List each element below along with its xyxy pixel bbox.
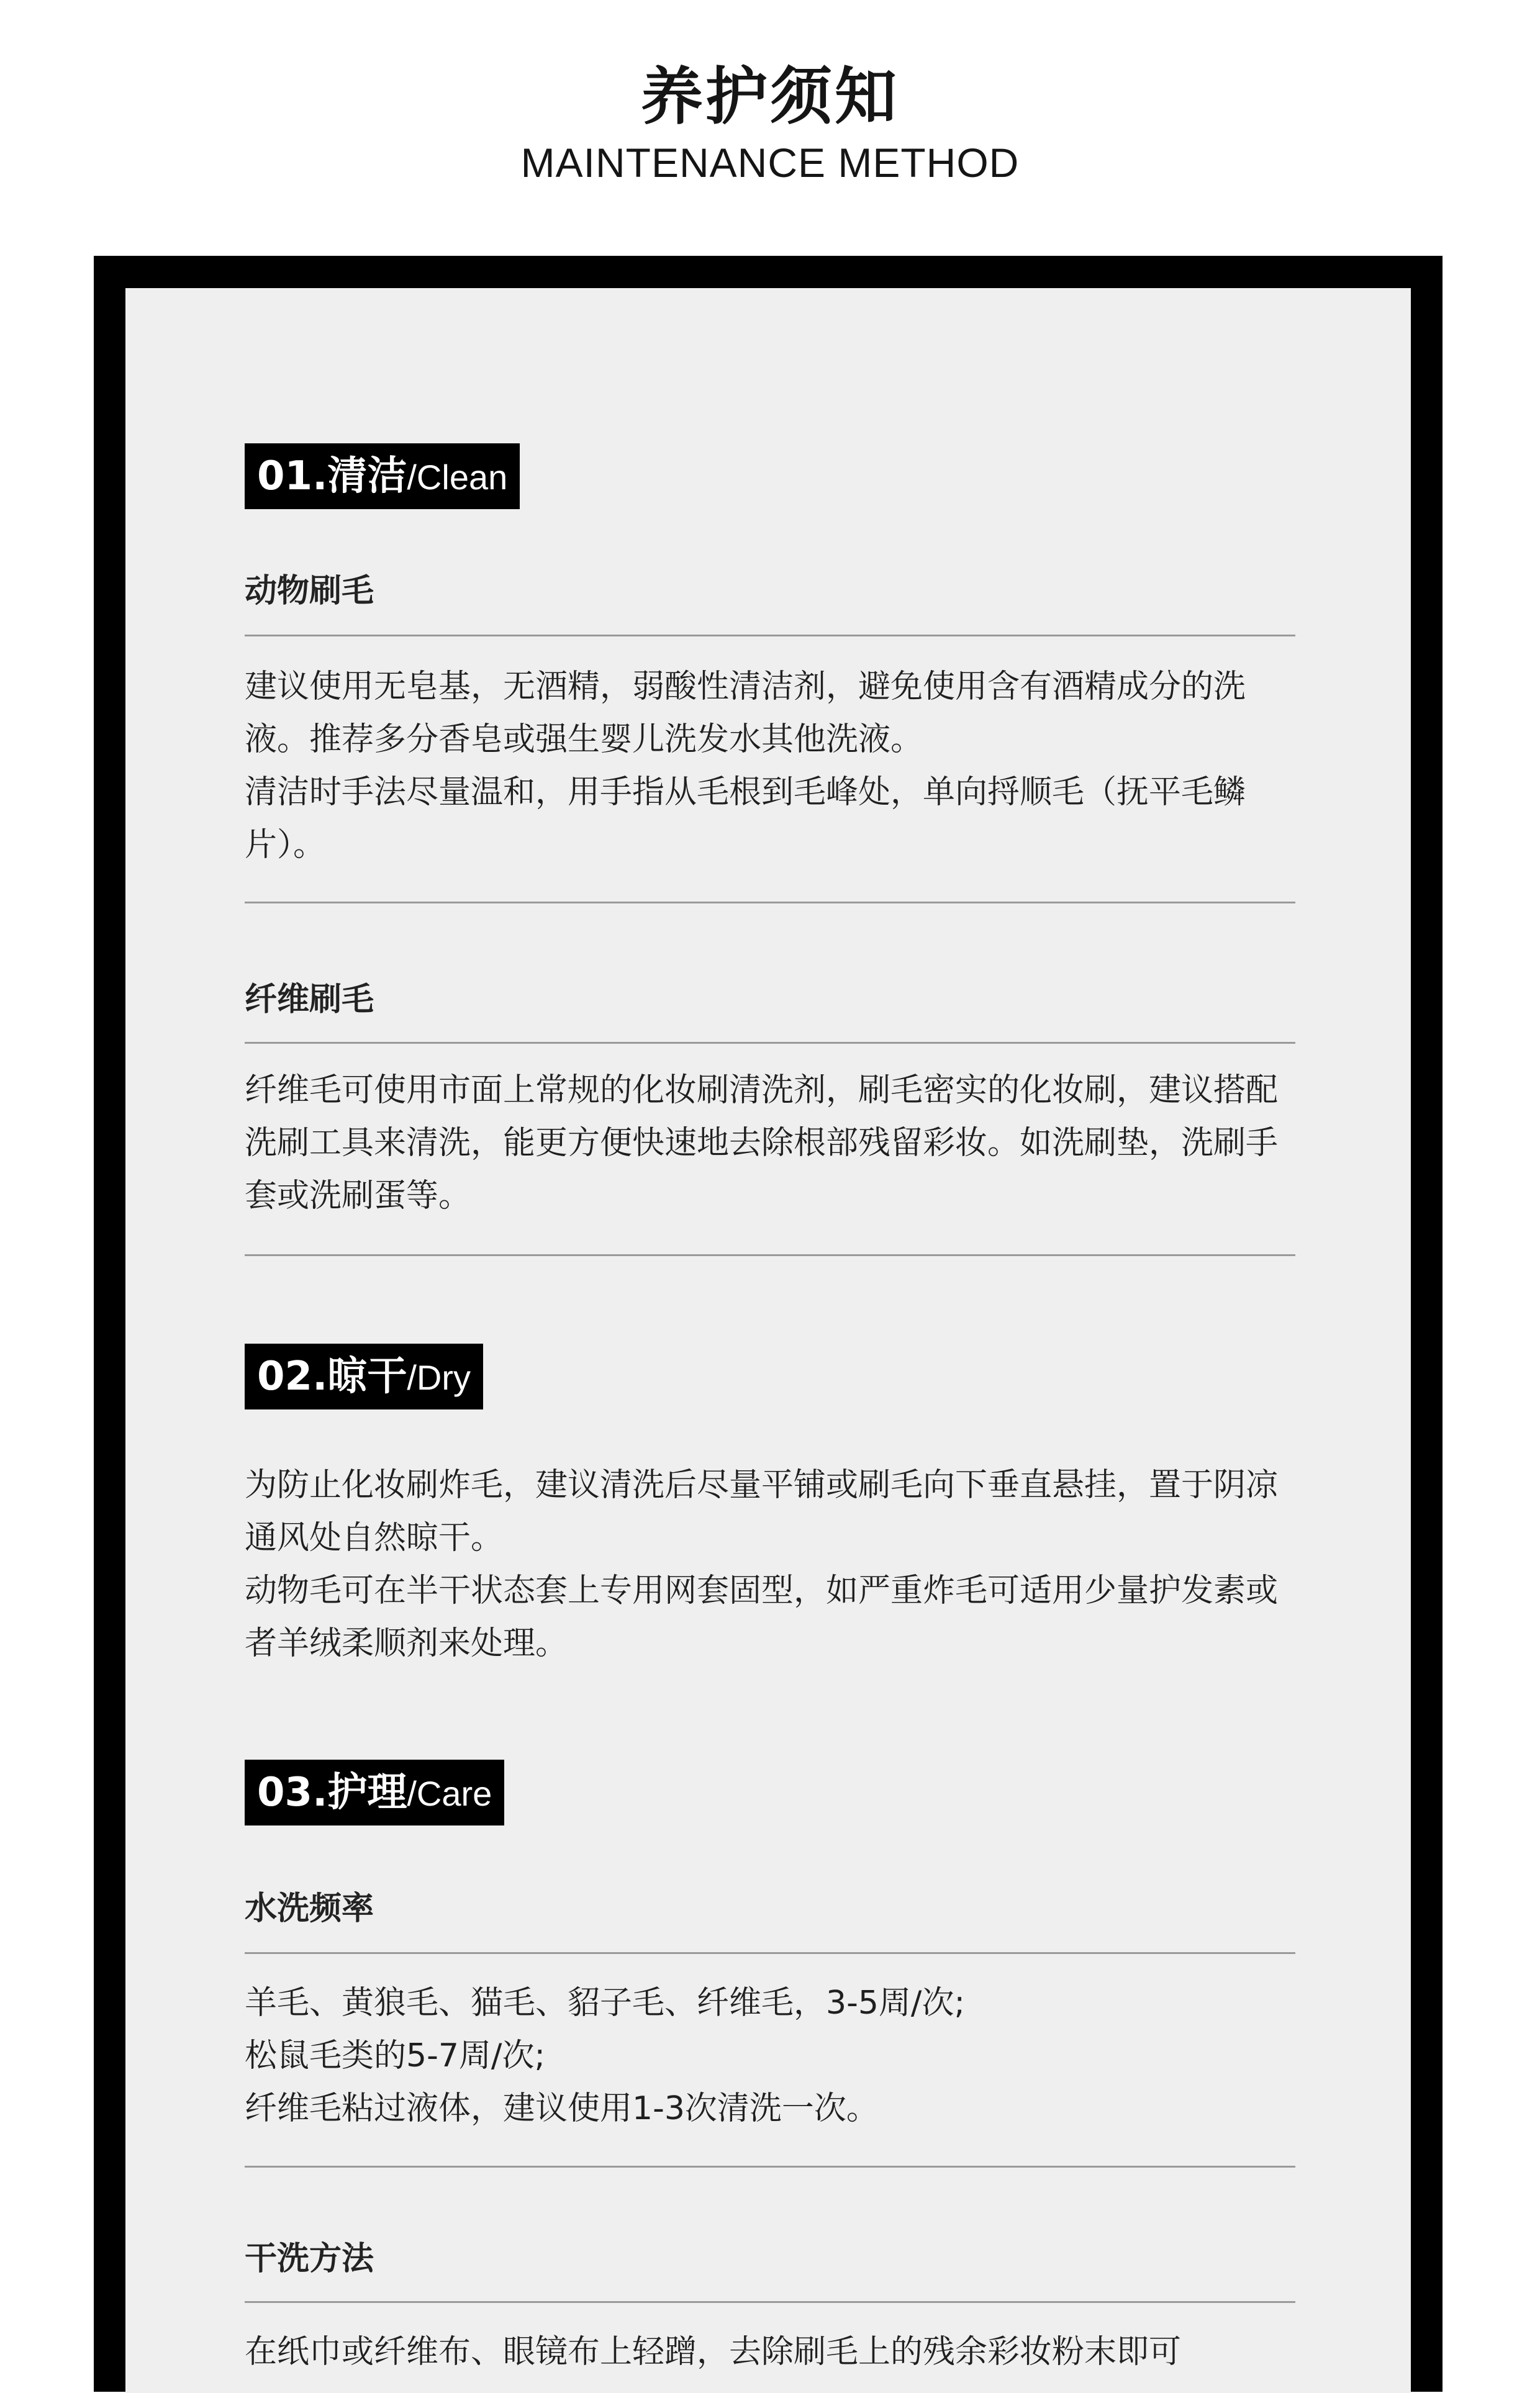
paragraph: 在纸巾或纤维布、眼镜布上轻蹭，去除刷毛上的残余彩妆粉末即可 bbox=[245, 2333, 1182, 2371]
divider bbox=[245, 1254, 1295, 1256]
subtitle-wash-frequency: 水洗频率 bbox=[245, 1890, 374, 1927]
paragraph: 纤维毛粘过液体，建议使用1-3次清洗一次。 bbox=[245, 2090, 879, 2127]
paragraph: 松鼠毛类的5-7周/次; bbox=[245, 2037, 545, 2074]
section-tag-care bbox=[245, 1760, 504, 1825]
section-tag-dry bbox=[245, 1344, 483, 1409]
paragraph-block bbox=[245, 1459, 1294, 1670]
section-number: 03.护理 bbox=[257, 1770, 407, 1816]
divider bbox=[245, 2301, 1295, 2303]
paragraph-block bbox=[245, 1977, 1294, 2135]
divider bbox=[245, 635, 1295, 636]
subtitle-dry-cleaning: 干洗方法 bbox=[245, 2240, 374, 2278]
paragraph-block bbox=[245, 661, 1294, 872]
divider bbox=[245, 1042, 1295, 1044]
content-panel bbox=[125, 288, 1411, 2393]
page-title-cn: 养护须知 bbox=[641, 60, 899, 133]
paragraph: 动物毛可在半干状态套上专用网套固型，如严重炸毛可适用少量护发素或者羊绒柔顺剂来处理。 bbox=[245, 1572, 1279, 1662]
paragraph: 为防止化妆刷炸毛，建议清洗后尽量平铺或刷毛向下垂直悬挂，置于阴凉通风处自然晾干。 bbox=[245, 1467, 1279, 1557]
paragraph-block bbox=[245, 1064, 1294, 1223]
page-title-en: MAINTENANCE METHOD bbox=[520, 140, 1020, 186]
divider bbox=[245, 1952, 1295, 1954]
section-tag-clean bbox=[245, 443, 520, 509]
paragraph: 清洁时手法尽量温和，用手指从毛根到毛峰处，单向捋顺毛（抚平毛鳞片）。 bbox=[245, 774, 1246, 864]
paragraph: 羊毛、黄狼毛、猫毛、貂子毛、纤维毛，3-5周/次; bbox=[245, 1984, 965, 2022]
subtitle-fiber-bristle: 纤维刷毛 bbox=[245, 981, 374, 1018]
paragraph-block bbox=[245, 2326, 1294, 2379]
section-english: /Care bbox=[407, 1774, 492, 1813]
subtitle-animal-bristle: 动物刷毛 bbox=[245, 572, 374, 610]
divider bbox=[245, 902, 1295, 903]
paragraph: 纤维毛可使用市面上常规的化妆刷清洗剂，刷毛密实的化妆刷，建议搭配洗刷工具来清洗，能更方便快速地去除根部残留彩妆。如洗刷垫，洗刷手套或洗刷蛋等。 bbox=[245, 1072, 1279, 1215]
section-number: 01.清洁 bbox=[257, 453, 407, 499]
section-number: 02.晾干 bbox=[257, 1354, 407, 1400]
section-english: /Clean bbox=[407, 458, 508, 497]
paragraph: 建议使用无皂基，无酒精，弱酸性清洁剂，避免使用含有酒精成分的洗液。推荐多分香皂或强生婴儿洗发水其他洗液。 bbox=[245, 668, 1246, 758]
section-english: /Dry bbox=[407, 1358, 471, 1397]
divider bbox=[245, 2166, 1295, 2168]
